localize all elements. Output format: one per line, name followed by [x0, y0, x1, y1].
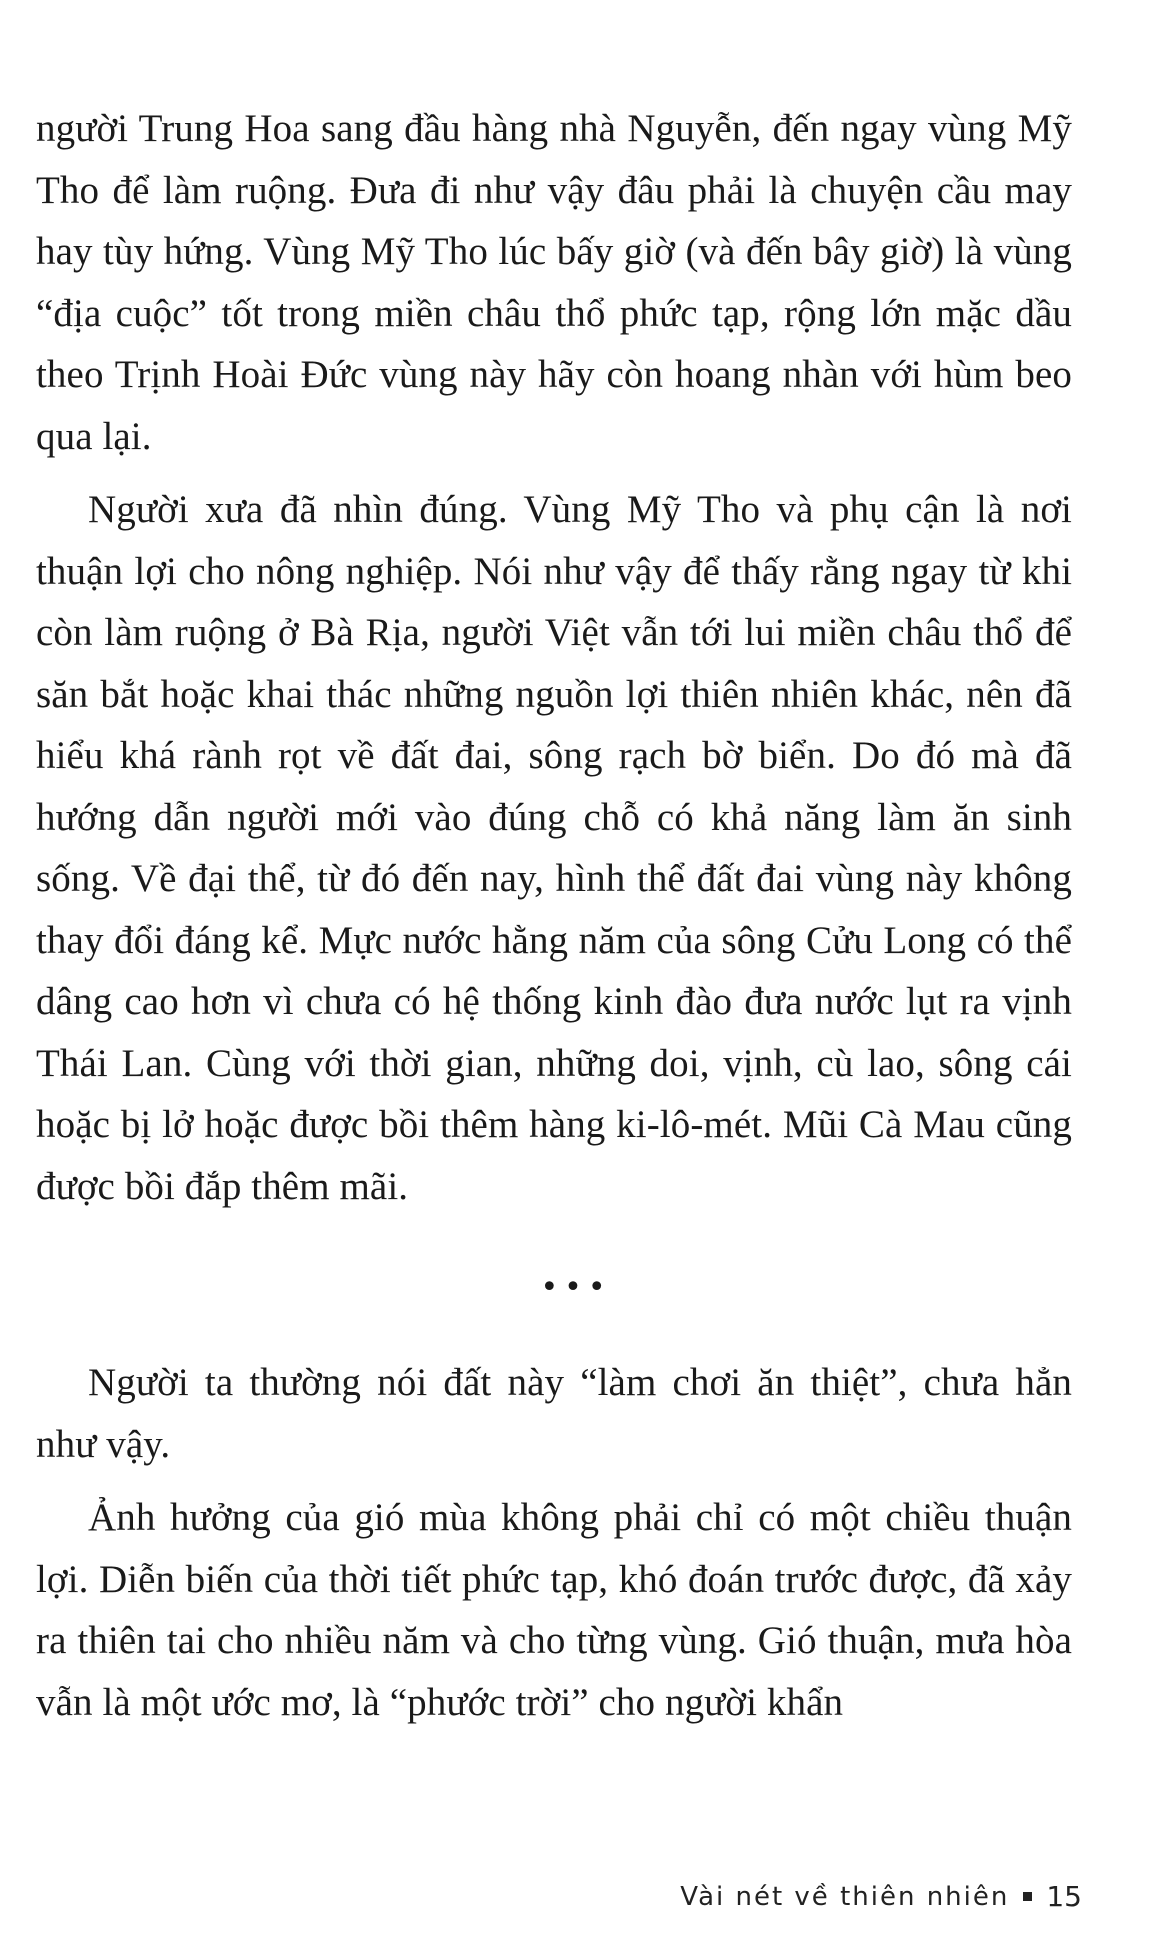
- paragraph-gio-mua: Ảnh hưởng của gió mùa không phải chỉ có một chiều thuận lợi. Diễn biến của thời tiết phức tạp, khó đoán trước được, đã xảy ra thiên tai cho nhiều năm và cho từng vùng. Gió thuận, mưa hòa vẫn là một ước mơ, là “phước trời” cho người khẩn: [36, 1496, 1072, 1724]
- paragraph-continuation: người Trung Hoa sang đầu hàng nhà Nguyễn, đến ngay vùng Mỹ Tho để làm ruộng. Đưa đi như vậy đâu phải là chuyện cầu may hay tùy hứng. Vùng Mỹ Tho lúc bấy giờ (và đến bây giờ) là vùng “địa cuộc” tốt trong miền châu thổ phức tạp, rộng lớn mặc dầu theo Trịnh Hoài Đức vùng này hãy còn hoang nhàn với hùm beo qua lại.: [36, 107, 1072, 458]
- paragraph-lam-choi-an-thiet: Người ta thường nói đất này “làm chơi ăn thiệt”, chưa hẳn như vậy.: [36, 1361, 1072, 1466]
- running-chapter-title: Vài nét về thiên nhiên: [680, 1881, 1010, 1912]
- footer-bullet-icon: [1023, 1892, 1032, 1901]
- page-footer: [680, 1880, 1082, 1913]
- page-number: 15: [1046, 1880, 1082, 1913]
- text-block-bottom: [36, 1352, 1072, 1733]
- section-break-ornament: •••: [540, 1270, 612, 1305]
- paragraph-my-tho: Người xưa đã nhìn đúng. Vùng Mỹ Tho và phụ cận là nơi thuận lợi cho nông nghiệp. Nói như vậy để thấy rằng ngay từ khi còn làm ruộng ở Bà Rịa, người Việt vẫn tới lui miền châu thổ để săn bắt hoặc khai thác những nguồn lợi thiên nhiên khác, nên đã hiểu khá rành rọt về đất đai, sông rạch bờ biển. Do đó mà đã hướng dẫn người mới vào đúng chỗ có khả năng làm ăn sinh sống. Về đại thể, từ đó đến nay, hình thể đất đai vùng này không thay đổi đáng kể. Mực nước hằng năm của sông Cửu Long có thể dâng cao hơn vì chưa có hệ thống kinh đào đưa nước lụt ra vịnh Thái Lan. Cùng với thời gian, những doi, vịnh, cù lao, sông cái hoặc bị lở hoặc được bồi thêm hàng ki-lô-mét. Mũi Cà Mau cũng được bồi đắp thêm mãi.: [36, 488, 1072, 1208]
- text-block-top: [36, 98, 1072, 1217]
